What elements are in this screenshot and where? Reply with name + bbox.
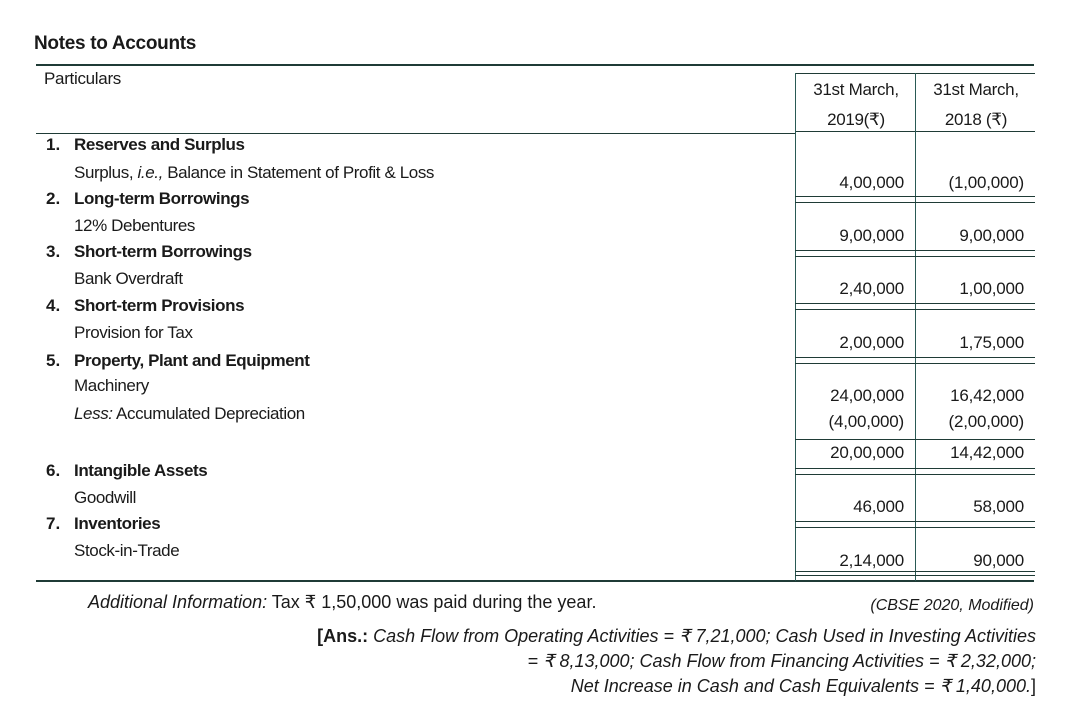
header-bottom-rule-left — [36, 133, 796, 134]
value-2019: 2,14,000 — [839, 551, 904, 570]
note-row-label: Machinery — [74, 376, 149, 395]
column-header-2019-line2: 2019(₹) — [827, 110, 885, 129]
value-2018: 1,00,000 — [959, 279, 1024, 298]
answer-line-3 — [571, 676, 1036, 697]
label-italic: Less: — [74, 404, 113, 423]
answer-label: [Ans.: — [317, 626, 369, 646]
total-rule — [795, 527, 1035, 528]
note-row-label — [74, 404, 305, 424]
value-2018: 58,000 — [973, 497, 1024, 516]
label-text: Surplus, — [74, 163, 138, 182]
net-value-2018: 14,42,000 — [950, 443, 1024, 462]
column-divider-2 — [915, 73, 916, 581]
note-number: 4. — [46, 296, 61, 315]
subtotal-rule — [795, 439, 1035, 440]
value-2018: 90,000 — [973, 551, 1024, 570]
value-2019: 46,000 — [853, 497, 904, 516]
value-2019: 2,40,000 — [839, 279, 904, 298]
value-2018: 1,75,000 — [959, 333, 1024, 352]
total-rule — [795, 202, 1035, 203]
note-row-label: Bank Overdraft — [74, 269, 183, 288]
value-2019: (4,00,000) — [828, 412, 904, 431]
table-bottom-rule — [36, 580, 1034, 582]
note-heading: Short-term Provisions — [74, 296, 245, 315]
note-row-label — [74, 163, 434, 183]
column-header-particulars: Particulars — [44, 69, 122, 88]
note-row-label: 12% Debentures — [74, 216, 196, 235]
total-rule — [795, 250, 1035, 251]
total-rule — [795, 363, 1035, 364]
note-heading: Intangible Assets — [74, 461, 208, 480]
value-2018: (1,00,000) — [948, 173, 1024, 192]
total-rule — [795, 303, 1035, 304]
note-number: 7. — [46, 514, 61, 533]
column-header-2019-line1: 31st March, — [813, 80, 899, 99]
column-header-2018-line2: 2018 (₹) — [944, 110, 1008, 129]
value-2018: 9,00,000 — [959, 226, 1024, 245]
note-row-label: Stock-in-Trade — [74, 541, 180, 560]
note-heading: Property, Plant and Equipment — [74, 351, 310, 370]
total-rule — [795, 309, 1035, 310]
value-2019: 9,00,000 — [839, 226, 904, 245]
answer-close: ] — [1030, 676, 1036, 696]
note-heading: Long-term Borrowings — [74, 189, 250, 208]
column-divider-1 — [795, 73, 796, 581]
source-citation: (CBSE 2020, Modified) — [870, 597, 1034, 614]
note-heading: Short-term Borrowings — [74, 242, 252, 261]
net-value-2019: 20,00,000 — [830, 443, 904, 462]
total-rule — [795, 575, 1035, 576]
note-number: 5. — [46, 351, 61, 370]
value-2019: 2,00,000 — [839, 333, 904, 352]
note-heading: Reserves and Surplus — [74, 135, 245, 154]
note-heading: Inventories — [74, 514, 161, 533]
note-row-label: Goodwill — [74, 488, 136, 507]
additional-information — [88, 592, 596, 613]
note-row-label: Provision for Tax — [74, 323, 193, 342]
total-rule — [795, 256, 1035, 257]
answer-line-2: = ₹ 8,13,000; Cash Flow from Financing Activities = ₹ 2,32,000; — [527, 651, 1036, 671]
column-header-2018-line1: 31st March, — [933, 80, 1019, 99]
note-number: 3. — [46, 242, 61, 261]
label-text: Balance in Statement of Profit & Loss — [162, 163, 435, 182]
value-2019: 24,00,000 — [830, 386, 904, 405]
table-top-rule — [36, 64, 1034, 66]
value-2018: 16,42,000 — [950, 386, 1024, 405]
total-rule — [795, 468, 1035, 469]
note-number: 6. — [46, 461, 61, 480]
additional-text: Tax ₹ 1,50,000 was paid during the year. — [267, 592, 597, 612]
total-rule — [795, 196, 1035, 197]
answer-line-1 — [317, 626, 1036, 647]
total-rule — [795, 474, 1035, 475]
total-rule — [795, 521, 1035, 522]
total-rule — [795, 571, 1035, 572]
additional-label: Additional Information: — [88, 592, 268, 612]
total-rule — [795, 357, 1035, 358]
answer-text: Cash Flow from Operating Activities = ₹ 7,21,000; Cash Used in Investing Activities — [368, 626, 1036, 646]
label-italic: i.e., — [137, 163, 163, 182]
value-2019: 4,00,000 — [839, 173, 904, 192]
value-2018: (2,00,000) — [948, 412, 1024, 431]
label-text: Accumulated Depreciation — [112, 404, 305, 423]
note-number: 2. — [46, 189, 61, 208]
note-number: 1. — [46, 135, 61, 154]
page-title: Notes to Accounts — [34, 33, 197, 54]
answer-text: Net Increase in Cash and Cash Equivalents = ₹ 1,40,000. — [570, 676, 1031, 696]
